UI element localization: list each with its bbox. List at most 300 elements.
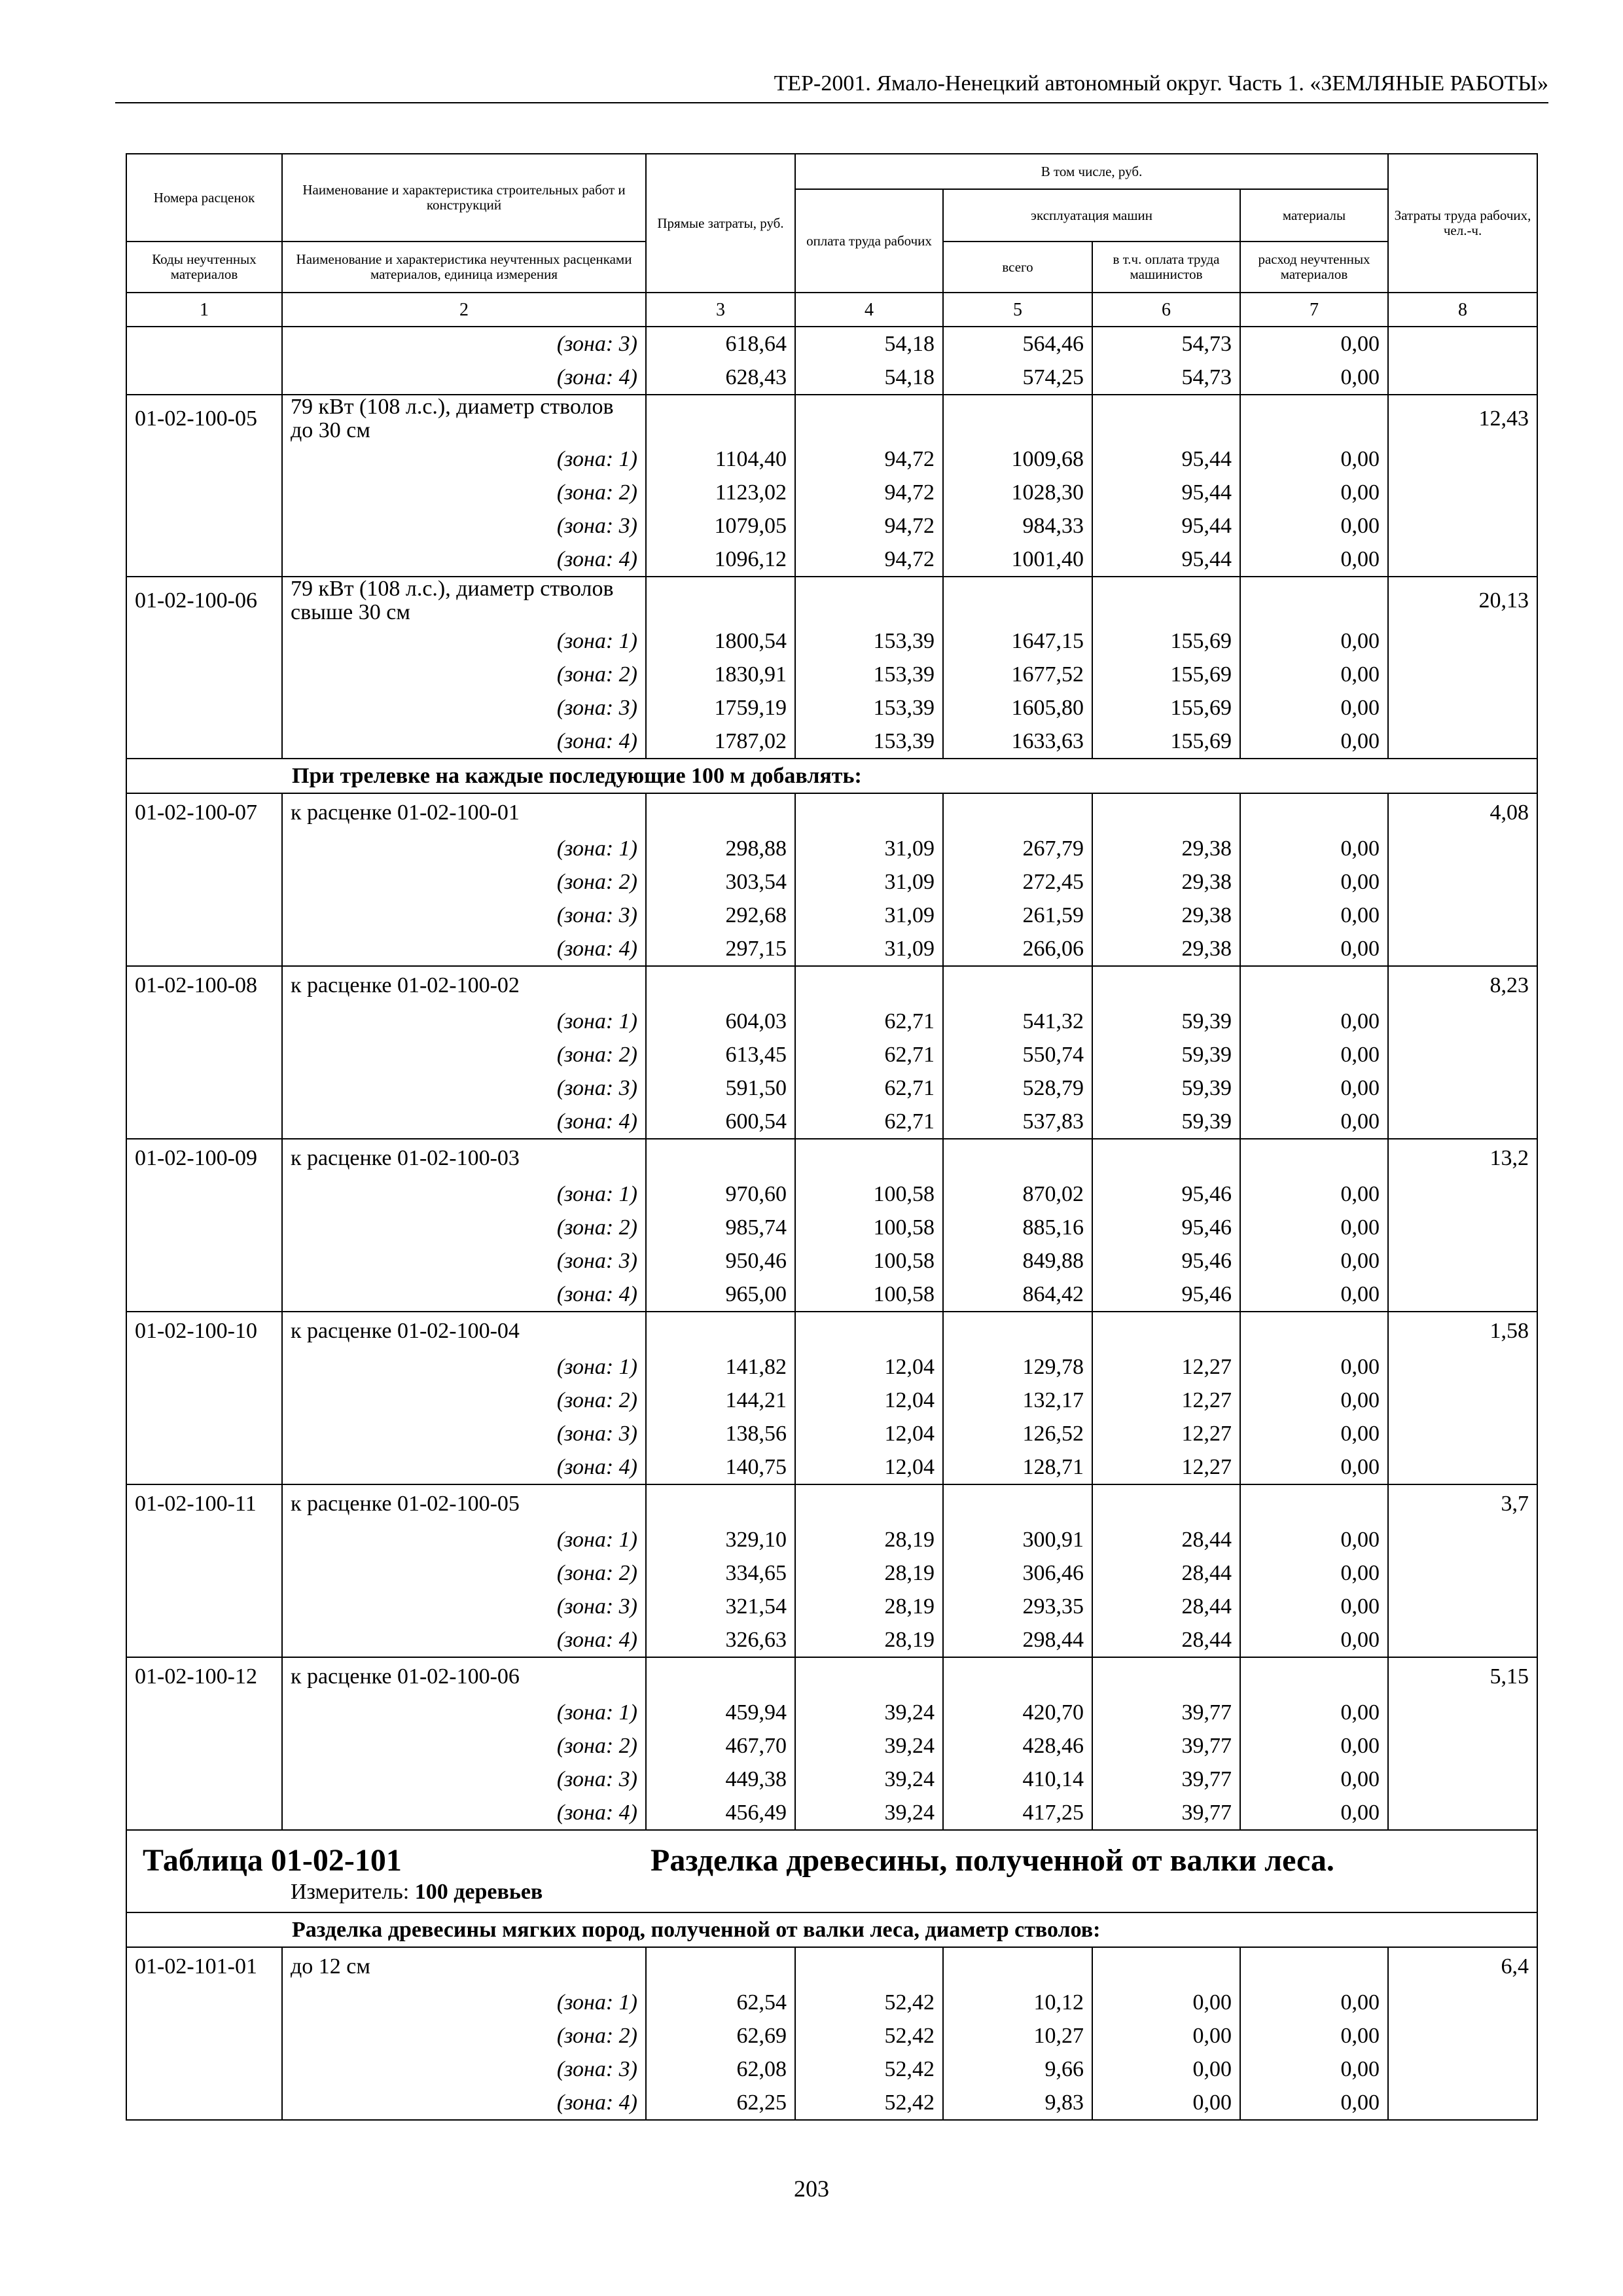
labor-pay-value: 153,39 — [795, 624, 943, 658]
table-number: Таблица 01-02-101 — [143, 1843, 402, 1878]
direct-costs-value: 329,10 — [646, 1523, 795, 1556]
zone-label: (зона: 4) — [282, 2086, 646, 2120]
col-total-header: всего — [943, 242, 1092, 293]
empty-cell — [1388, 1523, 1537, 1556]
zone-label: (зона: 2) — [282, 1211, 646, 1244]
empty-cell — [126, 476, 282, 509]
direct-costs-value: 141,82 — [646, 1350, 795, 1384]
labor-hours: 13,2 — [1388, 1139, 1537, 1177]
labor-pay-value: 12,04 — [795, 1417, 943, 1450]
empty-cell — [126, 1211, 282, 1244]
labor-pay-value: 12,04 — [795, 1350, 943, 1384]
machinist-pay-value: 59,39 — [1092, 1005, 1240, 1038]
empty-cell — [126, 1244, 282, 1278]
zone-row — [126, 1071, 1537, 1105]
materials-value: 0,00 — [1240, 1796, 1388, 1830]
zone-row — [126, 1590, 1537, 1623]
rate-code: 01-02-100-07 — [126, 793, 282, 832]
machinist-pay-value: 0,00 — [1092, 2019, 1240, 2053]
direct-costs-value: 297,15 — [646, 932, 795, 966]
empty-cell — [126, 1623, 282, 1657]
empty-cell — [1388, 691, 1537, 725]
direct-costs-value: 298,88 — [646, 832, 795, 865]
empty-cell — [1388, 932, 1537, 966]
empty-cell — [1388, 832, 1537, 865]
empty-cell — [126, 2086, 282, 2120]
empty-cell — [1388, 442, 1537, 476]
empty-cell — [1240, 1312, 1388, 1350]
labor-pay-value: 62,71 — [795, 1105, 943, 1139]
direct-costs-value: 1830,91 — [646, 658, 795, 691]
labor-pay-value: 153,39 — [795, 691, 943, 725]
empty-cell — [1388, 509, 1537, 543]
empty-cell — [126, 899, 282, 932]
materials-value: 0,00 — [1240, 1211, 1388, 1244]
machinist-pay-value: 95,44 — [1092, 476, 1240, 509]
labor-hours: 1,58 — [1388, 1312, 1537, 1350]
direct-costs-value: 321,54 — [646, 1590, 795, 1623]
machine-total-value: 132,17 — [943, 1384, 1092, 1417]
empty-cell — [943, 1484, 1092, 1523]
labor-hours: 3,7 — [1388, 1484, 1537, 1523]
empty-cell — [1388, 2019, 1537, 2053]
column-number: 2 — [282, 293, 646, 327]
zone-row — [126, 1729, 1537, 1763]
materials-value: 0,00 — [1240, 624, 1388, 658]
machinist-pay-value: 59,39 — [1092, 1071, 1240, 1105]
table-title-row — [126, 1830, 1537, 1912]
labor-pay-value: 52,42 — [795, 2019, 943, 2053]
zone-label: (зона: 3) — [282, 1244, 646, 1278]
empty-cell — [126, 509, 282, 543]
zone-label: (зона: 1) — [282, 1696, 646, 1729]
rate-code: 01-02-100-09 — [126, 1139, 282, 1177]
machine-total-value: 420,70 — [943, 1696, 1092, 1729]
zone-label: (зона: 4) — [282, 1105, 646, 1139]
zone-row — [126, 932, 1537, 966]
materials-value: 0,00 — [1240, 442, 1388, 476]
zone-row — [126, 1523, 1537, 1556]
labor-pay-value: 52,42 — [795, 2053, 943, 2086]
empty-cell — [1240, 1484, 1388, 1523]
zone-row — [126, 899, 1537, 932]
zone-row — [126, 1177, 1537, 1211]
empty-cell — [1388, 1038, 1537, 1071]
empty-cell — [126, 361, 282, 395]
empty-cell — [126, 1350, 282, 1384]
labor-pay-value: 12,04 — [795, 1384, 943, 1417]
machine-total-value: 574,25 — [943, 361, 1092, 395]
labor-pay-value: 54,18 — [795, 327, 943, 361]
labor-pay-value: 54,18 — [795, 361, 943, 395]
empty-cell — [1388, 899, 1537, 932]
zone-row — [126, 1556, 1537, 1590]
zone-row — [126, 832, 1537, 865]
labor-pay-value: 94,72 — [795, 509, 943, 543]
empty-cell — [1388, 1278, 1537, 1312]
zone-label: (зона: 3) — [282, 1417, 646, 1450]
labor-pay-value: 39,24 — [795, 1763, 943, 1796]
zone-label: (зона: 3) — [282, 1071, 646, 1105]
zone-row — [126, 476, 1537, 509]
empty-cell — [126, 1417, 282, 1450]
zone-label: (зона: 4) — [282, 725, 646, 759]
rate-name: к расценке 01-02-100-02 — [282, 966, 646, 1005]
materials-value: 0,00 — [1240, 691, 1388, 725]
labor-pay-value: 31,09 — [795, 932, 943, 966]
zone-row — [126, 327, 1537, 361]
empty-cell — [646, 1947, 795, 1986]
zone-label: (зона: 4) — [282, 932, 646, 966]
materials-value: 0,00 — [1240, 1623, 1388, 1657]
running-header: ТЕР-2001. Ямало-Ненецкий автономный округ. Часть 1. «ЗЕМЛЯНЫЕ РАБОТЫ» — [115, 69, 1548, 103]
empty-cell — [646, 793, 795, 832]
zone-row — [126, 1038, 1537, 1071]
empty-cell — [1240, 966, 1388, 1005]
col-labor-hours-header: Затраты труда рабочих, чел.-ч. — [1388, 154, 1537, 293]
machine-total-value: 9,66 — [943, 2053, 1092, 2086]
labor-pay-value: 28,19 — [795, 1623, 943, 1657]
empty-cell — [1388, 1623, 1537, 1657]
rate-name: к расценке 01-02-100-05 — [282, 1484, 646, 1523]
machine-total-value: 9,83 — [943, 2086, 1092, 2120]
empty-cell — [1092, 1484, 1240, 1523]
zone-row — [126, 725, 1537, 759]
direct-costs-value: 292,68 — [646, 899, 795, 932]
labor-pay-value: 100,58 — [795, 1177, 943, 1211]
machine-total-value: 126,52 — [943, 1417, 1092, 1450]
labor-pay-value: 94,72 — [795, 476, 943, 509]
zone-row — [126, 1350, 1537, 1384]
direct-costs-value: 600,54 — [646, 1105, 795, 1139]
empty-cell — [1388, 725, 1537, 759]
zone-label: (зона: 1) — [282, 442, 646, 476]
direct-costs-value: 950,46 — [646, 1244, 795, 1278]
direct-costs-value: 1104,40 — [646, 442, 795, 476]
machinist-pay-value: 95,46 — [1092, 1244, 1240, 1278]
labor-pay-value: 100,58 — [795, 1211, 943, 1244]
empty-cell — [1388, 624, 1537, 658]
col-work-name-header: Наименование и характеристика строительных работ и конструкций — [282, 154, 646, 242]
column-numbers-row — [126, 293, 1537, 327]
labor-pay-value: 28,19 — [795, 1556, 943, 1590]
rate-title-row — [126, 395, 1537, 442]
column-number: 8 — [1388, 293, 1537, 327]
direct-costs-value: 334,65 — [646, 1556, 795, 1590]
labor-pay-value: 153,39 — [795, 658, 943, 691]
zone-label: (зона: 2) — [282, 1384, 646, 1417]
section-heading-row — [126, 759, 1537, 793]
empty-cell — [1092, 577, 1240, 624]
labor-hours: 8,23 — [1388, 966, 1537, 1005]
empty-cell — [1388, 1105, 1537, 1139]
empty-cell — [126, 691, 282, 725]
materials-value: 0,00 — [1240, 1278, 1388, 1312]
materials-value: 0,00 — [1240, 1350, 1388, 1384]
empty-cell — [126, 1384, 282, 1417]
direct-costs-value: 1759,19 — [646, 691, 795, 725]
col-machine-op-header: эксплуатация машин — [943, 189, 1240, 242]
materials-value: 0,00 — [1240, 1729, 1388, 1763]
direct-costs-value: 138,56 — [646, 1417, 795, 1450]
empty-cell — [126, 832, 282, 865]
machine-total-value: 1677,52 — [943, 658, 1092, 691]
machine-total-value: 885,16 — [943, 1211, 1092, 1244]
empty-cell — [1388, 476, 1537, 509]
section-heading: Разделка древесины мягких пород, полученной от валки леса, диаметр стволов: — [126, 1912, 1537, 1947]
col-incl-machinists-header: в т.ч. оплата труда машинистов — [1092, 242, 1240, 293]
materials-value: 0,00 — [1240, 899, 1388, 932]
empty-cell — [126, 1590, 282, 1623]
zone-label: (зона: 4) — [282, 543, 646, 577]
empty-cell — [126, 543, 282, 577]
rate-title-row — [126, 793, 1537, 832]
zone-label: (зона: 4) — [282, 1278, 646, 1312]
labor-pay-value: 153,39 — [795, 725, 943, 759]
materials-value: 0,00 — [1240, 1038, 1388, 1071]
zone-label: (зона: 2) — [282, 1729, 646, 1763]
zone-label: (зона: 3) — [282, 327, 646, 361]
machine-total-value: 300,91 — [943, 1523, 1092, 1556]
rate-name: к расценке 01-02-100-06 — [282, 1657, 646, 1696]
empty-cell — [126, 725, 282, 759]
empty-cell — [646, 1139, 795, 1177]
empty-cell — [1240, 1947, 1388, 1986]
machine-total-value: 261,59 — [943, 899, 1092, 932]
zone-label: (зона: 1) — [282, 624, 646, 658]
labor-hours: 4,08 — [1388, 793, 1537, 832]
labor-pay-value: 39,24 — [795, 1729, 943, 1763]
machinist-pay-value: 39,77 — [1092, 1763, 1240, 1796]
zone-row — [126, 1278, 1537, 1312]
machinist-pay-value: 95,44 — [1092, 442, 1240, 476]
machinist-pay-value: 95,44 — [1092, 543, 1240, 577]
rates-table — [126, 153, 1538, 2121]
column-number: 3 — [646, 293, 795, 327]
direct-costs-value: 144,21 — [646, 1384, 795, 1417]
machinist-pay-value: 39,77 — [1092, 1796, 1240, 1830]
empty-cell — [1388, 865, 1537, 899]
empty-cell — [795, 1484, 943, 1523]
labor-pay-value: 31,09 — [795, 899, 943, 932]
zone-row — [126, 1623, 1537, 1657]
zone-row — [126, 1384, 1537, 1417]
materials-value: 0,00 — [1240, 2086, 1388, 2120]
empty-cell — [1388, 1696, 1537, 1729]
machine-total-value: 864,42 — [943, 1278, 1092, 1312]
zone-row — [126, 1696, 1537, 1729]
machine-total-value: 1605,80 — [943, 691, 1092, 725]
labor-pay-value: 100,58 — [795, 1244, 943, 1278]
empty-cell — [1388, 1450, 1537, 1484]
zone-row — [126, 361, 1537, 395]
col-incl-header: В том числе, руб. — [795, 154, 1388, 189]
empty-cell — [1388, 1590, 1537, 1623]
page-number: 203 — [794, 2176, 829, 2202]
empty-cell — [1388, 1556, 1537, 1590]
rate-name: до 12 см — [282, 1947, 646, 1986]
direct-costs-value: 62,08 — [646, 2053, 795, 2086]
labor-pay-value: 62,71 — [795, 1071, 943, 1105]
rate-title-row — [126, 577, 1537, 624]
direct-costs-value: 449,38 — [646, 1763, 795, 1796]
machinist-pay-value: 59,39 — [1092, 1105, 1240, 1139]
materials-value: 0,00 — [1240, 1763, 1388, 1796]
direct-costs-value: 326,63 — [646, 1623, 795, 1657]
materials-value: 0,00 — [1240, 1071, 1388, 1105]
empty-cell — [943, 793, 1092, 832]
zone-label: (зона: 1) — [282, 1986, 646, 2019]
machine-total-value: 267,79 — [943, 832, 1092, 865]
zone-label: (зона: 4) — [282, 361, 646, 395]
empty-cell — [646, 395, 795, 442]
materials-value: 0,00 — [1240, 361, 1388, 395]
column-number: 1 — [126, 293, 282, 327]
empty-cell — [1388, 2086, 1537, 2120]
empty-cell — [795, 966, 943, 1005]
empty-cell — [1092, 1139, 1240, 1177]
empty-cell — [1240, 793, 1388, 832]
empty-cell — [943, 1139, 1092, 1177]
empty-cell — [126, 624, 282, 658]
empty-cell — [943, 1312, 1092, 1350]
materials-value: 0,00 — [1240, 1590, 1388, 1623]
empty-cell — [126, 2053, 282, 2086]
zone-row — [126, 543, 1537, 577]
empty-cell — [1388, 1244, 1537, 1278]
labor-pay-value: 28,19 — [795, 1523, 943, 1556]
zone-label: (зона: 3) — [282, 899, 646, 932]
empty-cell — [126, 327, 282, 361]
column-number: 5 — [943, 293, 1092, 327]
labor-pay-value: 52,42 — [795, 2086, 943, 2120]
machine-total-value: 428,46 — [943, 1729, 1092, 1763]
zone-label: (зона: 1) — [282, 1350, 646, 1384]
empty-cell — [646, 577, 795, 624]
empty-cell — [1388, 1350, 1537, 1384]
machine-total-value: 10,12 — [943, 1986, 1092, 2019]
measurement-label: Измеритель: — [291, 1880, 410, 1904]
machinist-pay-value: 12,27 — [1092, 1350, 1240, 1384]
rate-name: к расценке 01-02-100-01 — [282, 793, 646, 832]
machine-total-value: 849,88 — [943, 1244, 1092, 1278]
zone-label: (зона: 2) — [282, 476, 646, 509]
column-number: 7 — [1240, 293, 1388, 327]
machinist-pay-value: 29,38 — [1092, 899, 1240, 932]
machinist-pay-value: 95,44 — [1092, 509, 1240, 543]
machinist-pay-value: 95,46 — [1092, 1211, 1240, 1244]
machine-total-value: 1633,63 — [943, 725, 1092, 759]
machine-total-value: 306,46 — [943, 1556, 1092, 1590]
empty-cell — [795, 1139, 943, 1177]
materials-value: 0,00 — [1240, 1105, 1388, 1139]
empty-cell — [795, 1947, 943, 1986]
machine-total-value: 550,74 — [943, 1038, 1092, 1071]
zone-label: (зона: 2) — [282, 2019, 646, 2053]
zone-label: (зона: 3) — [282, 1763, 646, 1796]
machine-total-value: 1001,40 — [943, 543, 1092, 577]
machine-total-value: 272,45 — [943, 865, 1092, 899]
empty-cell — [126, 1278, 282, 1312]
empty-cell — [1240, 577, 1388, 624]
materials-value: 0,00 — [1240, 327, 1388, 361]
zone-row — [126, 1005, 1537, 1038]
machinist-pay-value: 39,77 — [1092, 1696, 1240, 1729]
zone-row — [126, 1211, 1537, 1244]
empty-cell — [1388, 1211, 1537, 1244]
rate-code: 01-02-100-12 — [126, 1657, 282, 1696]
empty-cell — [943, 1657, 1092, 1696]
empty-cell — [1388, 543, 1537, 577]
labor-hours: 12,43 — [1388, 395, 1537, 442]
machine-total-value: 266,06 — [943, 932, 1092, 966]
empty-cell — [943, 577, 1092, 624]
materials-value: 0,00 — [1240, 1986, 1388, 2019]
machine-total-value: 528,79 — [943, 1071, 1092, 1105]
machinist-pay-value: 59,39 — [1092, 1038, 1240, 1071]
empty-cell — [646, 966, 795, 1005]
machine-total-value: 537,83 — [943, 1105, 1092, 1139]
empty-cell — [126, 1038, 282, 1071]
empty-cell — [126, 1729, 282, 1763]
materials-value: 0,00 — [1240, 1450, 1388, 1484]
machinist-pay-value: 12,27 — [1092, 1384, 1240, 1417]
empty-cell — [1388, 2053, 1537, 2086]
empty-cell — [1388, 658, 1537, 691]
labor-pay-value: 39,24 — [795, 1796, 943, 1830]
rate-title-row — [126, 1312, 1537, 1350]
machinist-pay-value: 39,77 — [1092, 1729, 1240, 1763]
empty-cell — [126, 1796, 282, 1830]
empty-cell — [126, 1177, 282, 1211]
empty-cell — [646, 1312, 795, 1350]
machine-total-value: 129,78 — [943, 1350, 1092, 1384]
empty-cell — [1388, 327, 1537, 361]
machinist-pay-value: 54,73 — [1092, 361, 1240, 395]
machine-total-value: 1647,15 — [943, 624, 1092, 658]
zone-label: (зона: 3) — [282, 1590, 646, 1623]
empty-cell — [1388, 1005, 1537, 1038]
direct-costs-value: 62,54 — [646, 1986, 795, 2019]
labor-pay-value: 12,04 — [795, 1450, 943, 1484]
empty-cell — [126, 1696, 282, 1729]
zone-label: (зона: 1) — [282, 1005, 646, 1038]
empty-cell — [1240, 1139, 1388, 1177]
direct-costs-value: 62,69 — [646, 2019, 795, 2053]
col-labor-pay-header: оплата труда рабочих — [795, 189, 943, 293]
empty-cell — [1388, 1384, 1537, 1417]
table-body — [126, 327, 1537, 2120]
zone-row — [126, 1417, 1537, 1450]
direct-costs-value: 1079,05 — [646, 509, 795, 543]
empty-cell — [646, 1484, 795, 1523]
materials-value: 0,00 — [1240, 1696, 1388, 1729]
materials-value: 0,00 — [1240, 832, 1388, 865]
zone-label: (зона: 4) — [282, 1796, 646, 1830]
machinist-pay-value: 95,46 — [1092, 1177, 1240, 1211]
labor-pay-value: 39,24 — [795, 1696, 943, 1729]
zone-label: (зона: 3) — [282, 509, 646, 543]
zone-row — [126, 1450, 1537, 1484]
machinist-pay-value: 155,69 — [1092, 658, 1240, 691]
column-number: 4 — [795, 293, 943, 327]
labor-hours: 5,15 — [1388, 1657, 1537, 1696]
machine-total-value: 564,46 — [943, 327, 1092, 361]
empty-cell — [126, 1071, 282, 1105]
direct-costs-value: 467,70 — [646, 1729, 795, 1763]
table-header — [126, 154, 1537, 327]
materials-value: 0,00 — [1240, 1177, 1388, 1211]
